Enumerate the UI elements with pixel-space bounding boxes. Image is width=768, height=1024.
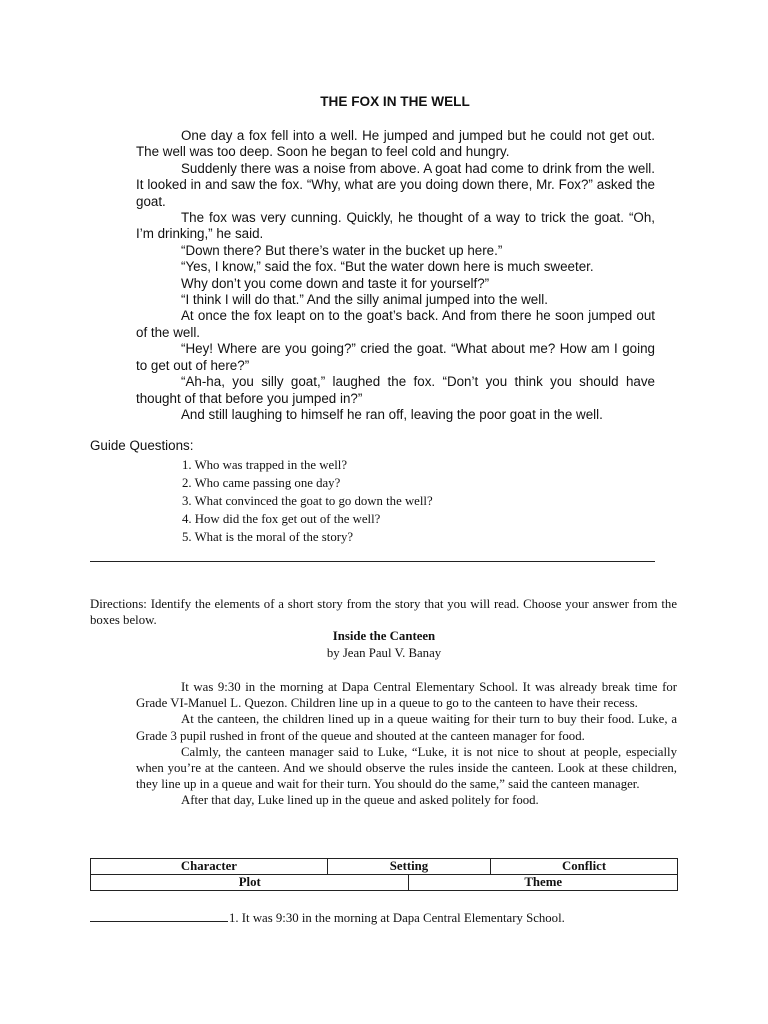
exercise-item-text: 1. It was 9:30 in the morning at Dapa Central Elementary School. xyxy=(229,911,565,925)
guide-questions-label: Guide Questions: xyxy=(90,438,194,453)
choice-character: Character xyxy=(91,859,328,875)
choice-plot: Plot xyxy=(91,875,409,891)
story-paragraph: “Hey! Where are you going?” cried the goat. “What about me? How am I going to get out of here?” xyxy=(136,341,655,373)
choices-row xyxy=(91,875,678,891)
choice-conflict: Conflict xyxy=(491,859,678,875)
guide-questions-list xyxy=(182,456,433,546)
story-paragraph: “Down there? But there’s water in the bucket up here.” xyxy=(181,242,503,258)
choice-theme: Theme xyxy=(409,875,678,891)
story2-paragraph: After that day, Luke lined up in the queue and asked politely for food. xyxy=(181,793,539,808)
guide-question: 2. Who came passing one day? xyxy=(182,476,341,490)
guide-question: 3. What convinced the goat to go down the well? xyxy=(182,494,433,508)
story-paragraph: One day a fox fell into a well. He jumped and jumped but he could not get out. The well was too deep. Soon he began to feel cold and hungry. xyxy=(136,128,655,160)
story-paragraph: “Ah-ha, you silly goat,” laughed the fox. “Don’t you think you should have thought of that before you jumped in?” xyxy=(136,374,655,406)
story-title: THE FOX IN THE WELL xyxy=(320,94,470,109)
answer-blank[interactable] xyxy=(90,909,228,922)
story-paragraph: The fox was very cunning. Quickly, he thought of a way to trick the goat. “Oh, I’m drinking,” he said. xyxy=(136,210,655,242)
story2-byline: by Jean Paul V. Banay xyxy=(326,646,442,660)
story2-paragraph: At the canteen, the children lined up in a queue waiting for their turn to buy their food. Luke, a Grade 3 pupil rushed in front of the queue and shouted at the canteen manager for food. xyxy=(136,712,677,743)
choices-table xyxy=(90,858,678,891)
section-divider xyxy=(90,561,655,562)
story-body xyxy=(136,128,655,423)
story-paragraph: At once the fox leapt on to the goat’s back. And from there he soon jumped out of the well. xyxy=(136,308,655,340)
story2-paragraph: Calmly, the canteen manager said to Luke, “Luke, it is not nice to shout at people, especially when you’re at the canteen. And we should observe the rules inside the canteen. Look at these children, they line up in a queue and wait for their turn. You should do the same,” said the canteen manager. xyxy=(136,744,677,792)
story2-body xyxy=(136,679,677,809)
story-paragraph: “Yes, I know,” said the fox. “But the water down here is much sweeter. xyxy=(181,259,594,275)
guide-question: 5. What is the moral of the story? xyxy=(182,530,354,544)
directions: Directions: Identify the elements of a short story from the story that you will read. Choose your answer from the boxes below. xyxy=(90,597,677,628)
guide-question: 1. Who was trapped in the well? xyxy=(182,458,348,472)
story-paragraph: “I think I will do that.” And the silly animal jumped into the well. xyxy=(181,292,548,308)
exercise-item xyxy=(90,909,565,926)
story2-title: Inside the Canteen xyxy=(332,629,436,643)
story2-paragraph: It was 9:30 in the morning at Dapa Central Elementary School. It was already break time for Grade VI-Manuel L. Quezon. Children line up in a queue to go to the canteen to have their recess. xyxy=(136,680,677,711)
choice-setting: Setting xyxy=(327,859,490,875)
story-paragraph: Why don’t you come down and taste it for yourself?” xyxy=(181,275,490,291)
story-paragraph: And still laughing to himself he ran off, leaving the poor goat in the well. xyxy=(181,406,603,422)
guide-question: 4. How did the fox get out of the well? xyxy=(182,512,381,526)
choices-row xyxy=(91,859,678,875)
story-paragraph: Suddenly there was a noise from above. A goat had come to drink from the well. It looked in and saw the fox. “Why, what are you doing down there, Mr. Fox?” asked the goat. xyxy=(136,160,655,209)
